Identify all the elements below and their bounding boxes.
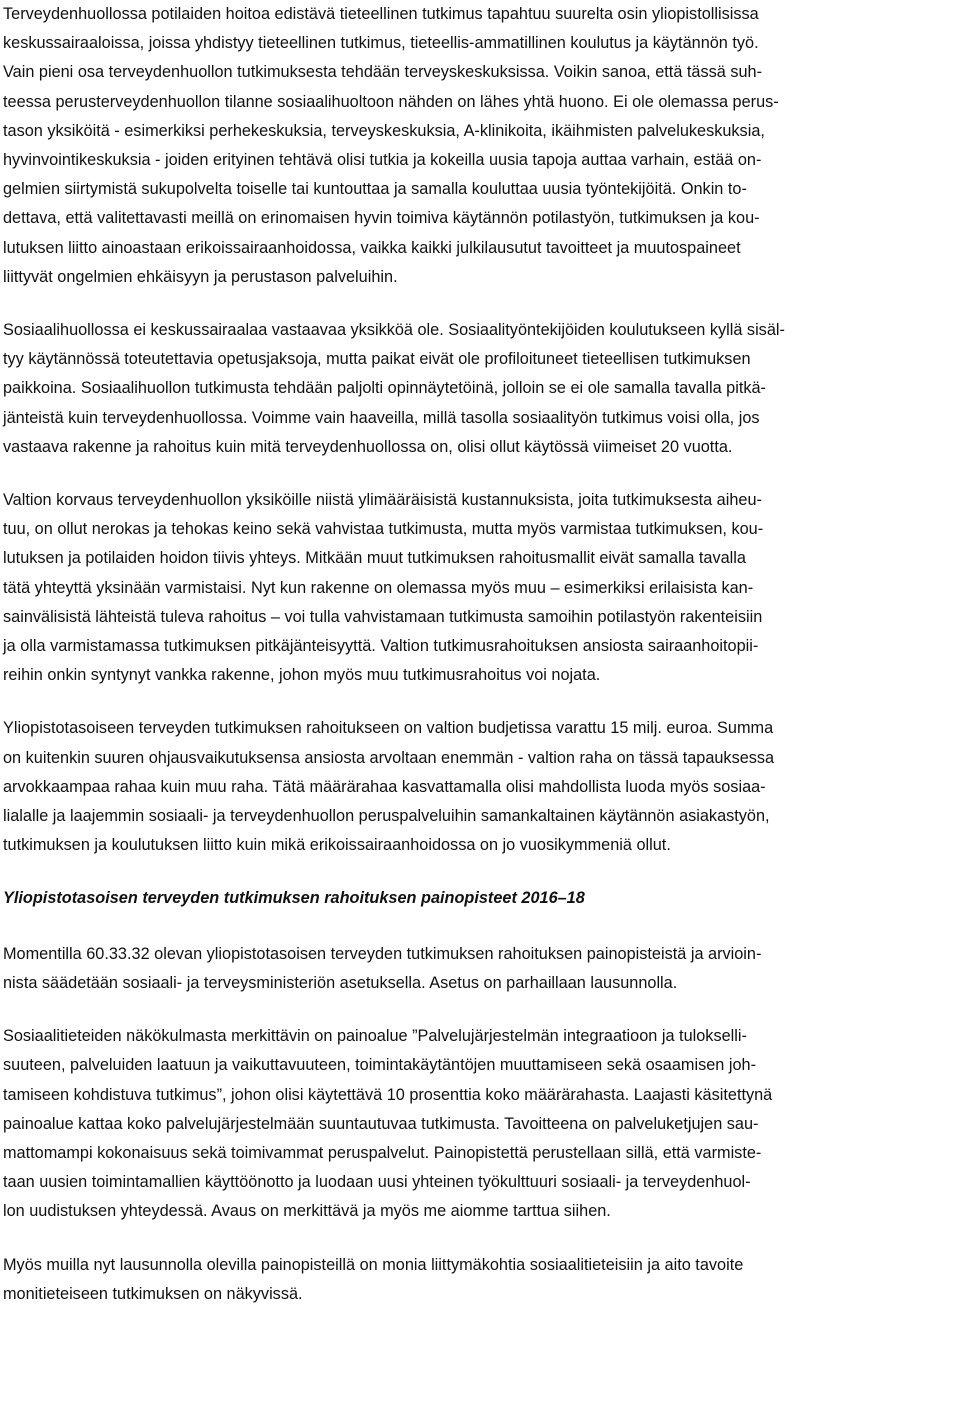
document-page <box>3 0 960 1333</box>
text-line: suuteen, palveluiden laatuun ja vaikuttavuuteen, toimintakäytäntöjen muuttamiseen sekä osaamisen joh- <box>3 1056 757 1075</box>
section-heading: Yliopistotasoisen terveyden tutkimuksen rahoituksen painopisteet 2016–18 <box>3 889 585 908</box>
text-line: dettava, että valitettavasti meillä on erinomaisen hyvin toimiva käytännön potilastyön, tutkimuksen ja kou- <box>3 209 760 228</box>
text-line: jänteistä kuin terveydenhuollossa. Voimme vain haaveilla, millä tasolla sosiaalityön tutkimus voisi olla, jos <box>3 408 760 427</box>
text-line: Valtion korvaus terveydenhuollon yksiköille niistä ylimääräisistä kustannuksista, joita tutkimuksesta aiheu- <box>3 491 762 510</box>
text-line: lon uudistuksen yhteydessä. Avaus on merkittävä ja myös me aiomme tarttua siihen. <box>3 1202 611 1221</box>
text-line: keskussairaaloissa, joissa yhdistyy tieteellinen tutkimus, tieteellis-ammatillinen koulutus ja käytännön työ. <box>3 34 759 53</box>
text-line: teessa perusterveydenhuollon tilanne sosiaalihuoltoon nähden on lähes yhtä huono. Ei ole olemassa perus- <box>3 92 779 111</box>
paragraph-momentum <box>3 940 960 998</box>
text-line: gelmien siirtymistä sukupolvelta toiselle tai kuntouttaa ja samalla kouluttaa uusia työntekijöitä. Onkin to- <box>3 180 747 199</box>
text-line: Vain pieni osa terveydenhuollon tutkimuksesta tehdään terveyskeskuksissa. Voikin sanoa, että tässä suh- <box>3 63 763 82</box>
text-line: tason yksiköitä - esimerkiksi perhekeskuksia, terveyskeskuksia, A-klinikoita, ikäihmisten palvelukeskuksia, <box>3 121 765 140</box>
paragraph-research-health-care <box>3 0 960 292</box>
text-line: nista säädetään sosiaali- ja terveysministeriön asetuksella. Asetus on parhaillaan lausunnolla. <box>3 973 678 992</box>
text-line: arvokkaampaa rahaa kuin muu raha. Tätä määrärahaa kasvattamalla olisi mahdollista luoda myös sosiaa- <box>3 777 766 796</box>
paragraph-social-sciences-focus <box>3 1022 960 1226</box>
text-line: mattomampi kokonaisuus sekä toimivammat peruspalvelut. Painopistettä perustellaan sillä, että varmiste- <box>3 1143 762 1162</box>
text-line: sainvälisistä lähteistä tuleva rahoitus – voi tulla vahvistamaan tutkimusta samoihin potilastyön rakenteisiin <box>3 607 763 626</box>
text-line: Yliopistotasoiseen terveyden tutkimuksen rahoitukseen on valtion budjetissa varattu 15 milj. euroa. Summa <box>3 719 774 738</box>
text-line: hyvinvointikeskuksia - joiden erityinen tehtävä olisi tutkia ja kokeilla uusia tapoja auttaa varhain, estää on- <box>3 151 762 170</box>
paragraph-state-compensation <box>3 486 960 690</box>
text-line: taan uusien toimintamallien käyttöönotto ja luodaan uusi yhteinen työkulttuuri sosiaali- ja terveydenhuol- <box>3 1173 751 1192</box>
text-line: Sosiaalitieteiden näkökulmasta merkittävin on painoalue ”Palvelujärjestelmän integraatioon ja tulokselli- <box>3 1027 747 1046</box>
text-line: liittyvät ongelmien ehkäisyyn ja perustason palveluihin. <box>3 267 398 286</box>
text-line: reihin onkin syntynyt vankka rakenne, johon myös muu tutkimusrahoitus voi nojata. <box>3 666 601 685</box>
text-line: lialalle ja laajemmin sosiaali- ja terveydenhuollon peruspalveluihin samankaltainen käytännön asiakastyön, <box>3 807 770 826</box>
text-line: tutkimuksen ja koulutuksen liitto kuin mikä erikoissairaanhoidossa on jo vuosikymmeniä ollut. <box>3 836 671 855</box>
text-line: on kuitenkin suuren ohjausvaikutuksensa ansiosta arvoltaan enemmän - valtion raha on tässä tapauksessa <box>3 748 775 767</box>
text-line: tamiseen kohdistuva tutkimus”, johon olisi käytettävä 10 prosenttia koko määrärahasta. Laajasti käsitettynä <box>3 1085 773 1104</box>
text-line: Myös muilla nyt lausunnolla olevilla painopisteillä on monia liittymäkohtia sosiaalitieteisiin ja aito tavoite <box>3 1255 744 1274</box>
text-line: Sosiaalihuollossa ei keskussairaalaa vastaavaa yksikköä ole. Sosiaalityöntekijöiden koulutukseen kyllä sisäl- <box>3 321 785 340</box>
text-line: painoalue kattaa koko palvelujärjestelmään suuntautuvaa tutkimusta. Tavoitteena on palveluketjujen sau- <box>3 1114 759 1133</box>
paragraph-other-priorities <box>3 1251 960 1309</box>
text-line: lutuksen liitto ainoastaan erikoissairaanhoidossa, vaikka kaikki julkilausutut tavoitteet ja muutospaineet <box>3 238 741 257</box>
text-line: monitieteiseen tutkimuksen on näkyvissä. <box>3 1284 303 1303</box>
text-line: paikkoina. Sosiaalihuollon tutkimusta tehdään paljolti opinnäytetöinä, jolloin se ei ole samalla tavalla pitkä- <box>3 379 766 398</box>
paragraph-social-care <box>3 316 960 462</box>
text-line: ja olla varmistamassa tutkimuksen pitkäjänteisyyttä. Valtion tutkimusrahoituksen ansiosta sairaanhoitopii- <box>3 637 759 656</box>
text-line: tätä yhteyttä yksinään varmistaisi. Nyt kun rakenne on olemassa myös muu – esimerkiksi erilaisista kan- <box>3 578 754 597</box>
text-line: tuu, on ollut nerokas ja tehokas keino sekä vahvistaa tutkimusta, mutta myös varmistaa tutkimuksen, kou- <box>3 520 764 539</box>
paragraph-university-funding <box>3 714 960 860</box>
text-line: Momentilla 60.33.32 olevan yliopistotasoisen terveyden tutkimuksen rahoituksen painopisteistä ja arvioin- <box>3 944 762 963</box>
text-line: vastaava rakenne ja rahoitus kuin mitä terveydenhuollossa on, olisi ollut käytössä viimeiset 20 vuotta. <box>3 437 733 456</box>
text-line: Terveydenhuollossa potilaiden hoitoa edistävä tieteellinen tutkimus tapahtuu suurelta osin yliopistollisissa <box>3 5 759 23</box>
text-line: lutuksen ja potilaiden hoidon tiivis yhteys. Mitkään muut tutkimuksen rahoitusmallit eivät samalla tavalla <box>3 549 746 568</box>
text-line: tyy käytännössä toteutettavia opetusjaksoja, mutta paikat eivät ole profiloituneet tieteellisen tutkimuksen <box>3 350 751 369</box>
